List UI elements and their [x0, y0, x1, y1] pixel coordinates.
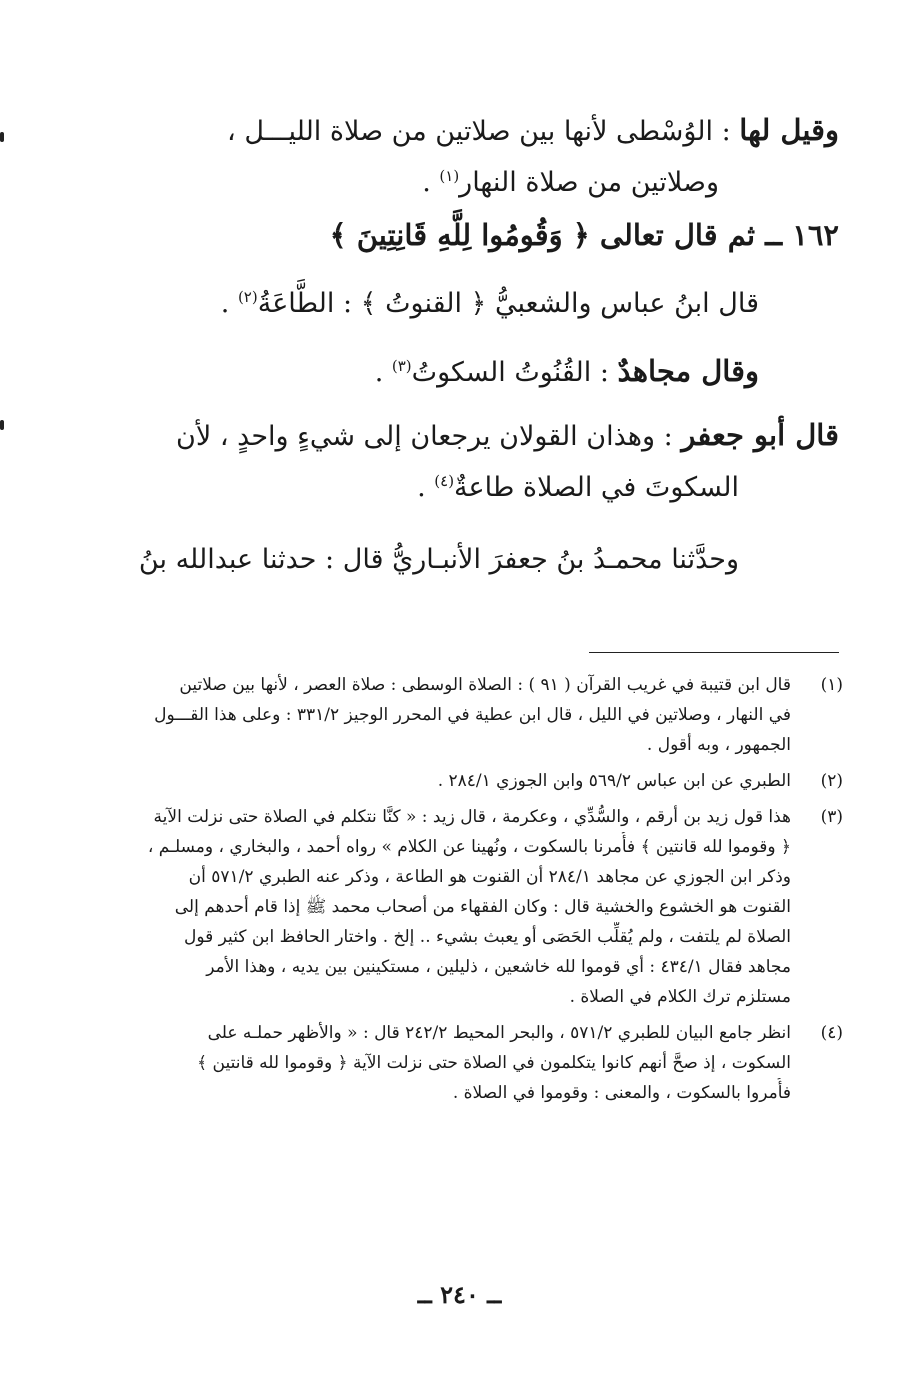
- page-number: ــ ٢٤٠ ــ: [417, 1280, 502, 1309]
- text-run: .: [417, 472, 426, 503]
- footnote-line: وذكر ابن الجوزي عن مجاهد ٢٨٤/١ أن القنوت هو الطاعة ، وذكر عنه الطبري ٥٧١/٢ أن: [188, 867, 791, 887]
- text-run: .: [374, 357, 384, 388]
- footnote-line: هذا قول زيد بن أرقم ، والسُّدِّي ، وعكرمة ، قال زيد : « كنَّا نتكلم في الصلاة حتى نزلت الآية: [153, 807, 791, 827]
- footnote-line: ﴿ وقوموا لله قانتين ﴾ فأُمرنا بالسكوت ، ونُهينا عن الكلام » رواه أحمد ، والبخاري ، ومسلـم ،: [147, 837, 791, 857]
- footnote-line: القنوت هو الخشوع والخشية قال : وكان الفقهاء من أصحاب محمد ﷺ إذا قام أحدهم إلى: [174, 897, 791, 917]
- footnote-line: الطبري عن ابن عباس ٥٦٩/٢ وابن الجوزي ٢٨٤/١ .: [437, 771, 791, 791]
- footnote-line: فأُمروا بالسكوت ، والمعنى : وقوموا في الصلاة .: [452, 1083, 791, 1103]
- footnote-line: مجاهد فقال ٤٣٤/١ : أي قوموا لله خاشعين ، ذليلين ، مستكينين بين يديه ، وهذا الأمر: [206, 957, 791, 977]
- footnote-body: [80, 1018, 791, 1108]
- text-run: : الوُسْطى لأنها بين صلاتين من صلاة الليـــل ،: [227, 116, 731, 147]
- footnote-line: الجمهور ، وبه أقول .: [646, 735, 791, 755]
- scan-edge-mark-top: [0, 132, 4, 142]
- text-line-8: وحدَّثنا محمـدُ بنُ جعفرَ الأنبـاريُّ قال : حدثنا عبدالله بنُ: [138, 544, 739, 575]
- text-line-4: [80, 275, 839, 326]
- scan-edge-mark-bottom: [0, 420, 4, 430]
- footnote-line: السكوت ، إذ صحَّ أنهم كانوا يتكلمون في الصلاة حتى نزلت الآية ﴿ وقوموا لله قانتين ﴾: [197, 1053, 791, 1073]
- footnote: [80, 766, 843, 796]
- footnote-line: في النهار ، وصلاتين في الليل ، قال ابن عطية في المحرر الوجيز ٣٣١/٢ : وعلى هذا القـــول: [154, 705, 791, 725]
- text-line-5: [80, 344, 839, 395]
- speaker-label: وقيل لها: [739, 113, 839, 147]
- footnote-line: انظر جامع البيان للطبري ٥٧١/٢ ، والبحر المحيط ٢٤٢/٢ قال : « والأظهر حملـه على: [207, 1023, 791, 1043]
- text-run: .: [220, 288, 230, 319]
- footnote: [80, 1018, 843, 1108]
- footnote-number: (١): [820, 675, 843, 695]
- speaker-label: قال أبو جعفر: [681, 418, 839, 452]
- text-line-1: [80, 108, 839, 154]
- text-run: : القُنُوتُ السكوتُ: [411, 357, 609, 388]
- text-line-6: [80, 413, 839, 459]
- footnote-number: (٣): [820, 807, 843, 827]
- text-run: .: [422, 167, 431, 198]
- text-run: وصلاتين من صلاة النهار: [459, 167, 719, 198]
- footnote-ref[interactable]: (٣): [391, 357, 412, 375]
- text-line-2: [80, 154, 839, 205]
- footnote-body: [80, 802, 791, 1012]
- speaker-label: وقال مجاهدٌ: [617, 354, 759, 388]
- footnote: [80, 670, 843, 760]
- verse-heading: ١٦٢ ــ ثم قال تعالى ﴿ وَقُومُوا لِلَّهِ قَانِتِينَ ﴾: [329, 218, 839, 252]
- footnote-number: (٢): [820, 771, 843, 791]
- footnote-body: [80, 670, 791, 760]
- text-run: السكوتَ في الصلاة طاعةٌ: [454, 472, 739, 503]
- footnote-number: (٤): [820, 1023, 843, 1043]
- footnote-ref[interactable]: (٤): [434, 472, 455, 490]
- footnote-ref[interactable]: (١): [439, 167, 460, 185]
- text-line-7: [80, 459, 839, 510]
- footnote-line: مستلزم ترك الكلام في الصلاة .: [569, 987, 791, 1007]
- footnote-body: [80, 766, 791, 796]
- footnote-ref[interactable]: (٢): [237, 288, 258, 306]
- footnotes: [80, 664, 843, 1108]
- footnote-line: قال ابن قتيبة في غريب القرآن ( ٩١ ) : الصلاة الوسطى : صلاة العصر ، لأنها بين صلاتين: [179, 675, 791, 695]
- text-run: قال ابنُ عباس والشعبيُّ ﴿ القنوتُ ﴾ : الطَّاعَةُ: [257, 288, 759, 319]
- footnote-separator: [589, 652, 839, 653]
- text-run: : وهذان القولان يرجعان إلى شيءٍ واحدٍ ، لأن: [176, 421, 673, 452]
- footnote: [80, 802, 843, 1012]
- main-text: [80, 108, 839, 582]
- footnote-line: الصلاة لم يلتفت ، ولم يُقلِّب الحَصَى أو يعبث بشيء .. إلخ . واختار الحافظ ابن كثير قول: [184, 927, 791, 947]
